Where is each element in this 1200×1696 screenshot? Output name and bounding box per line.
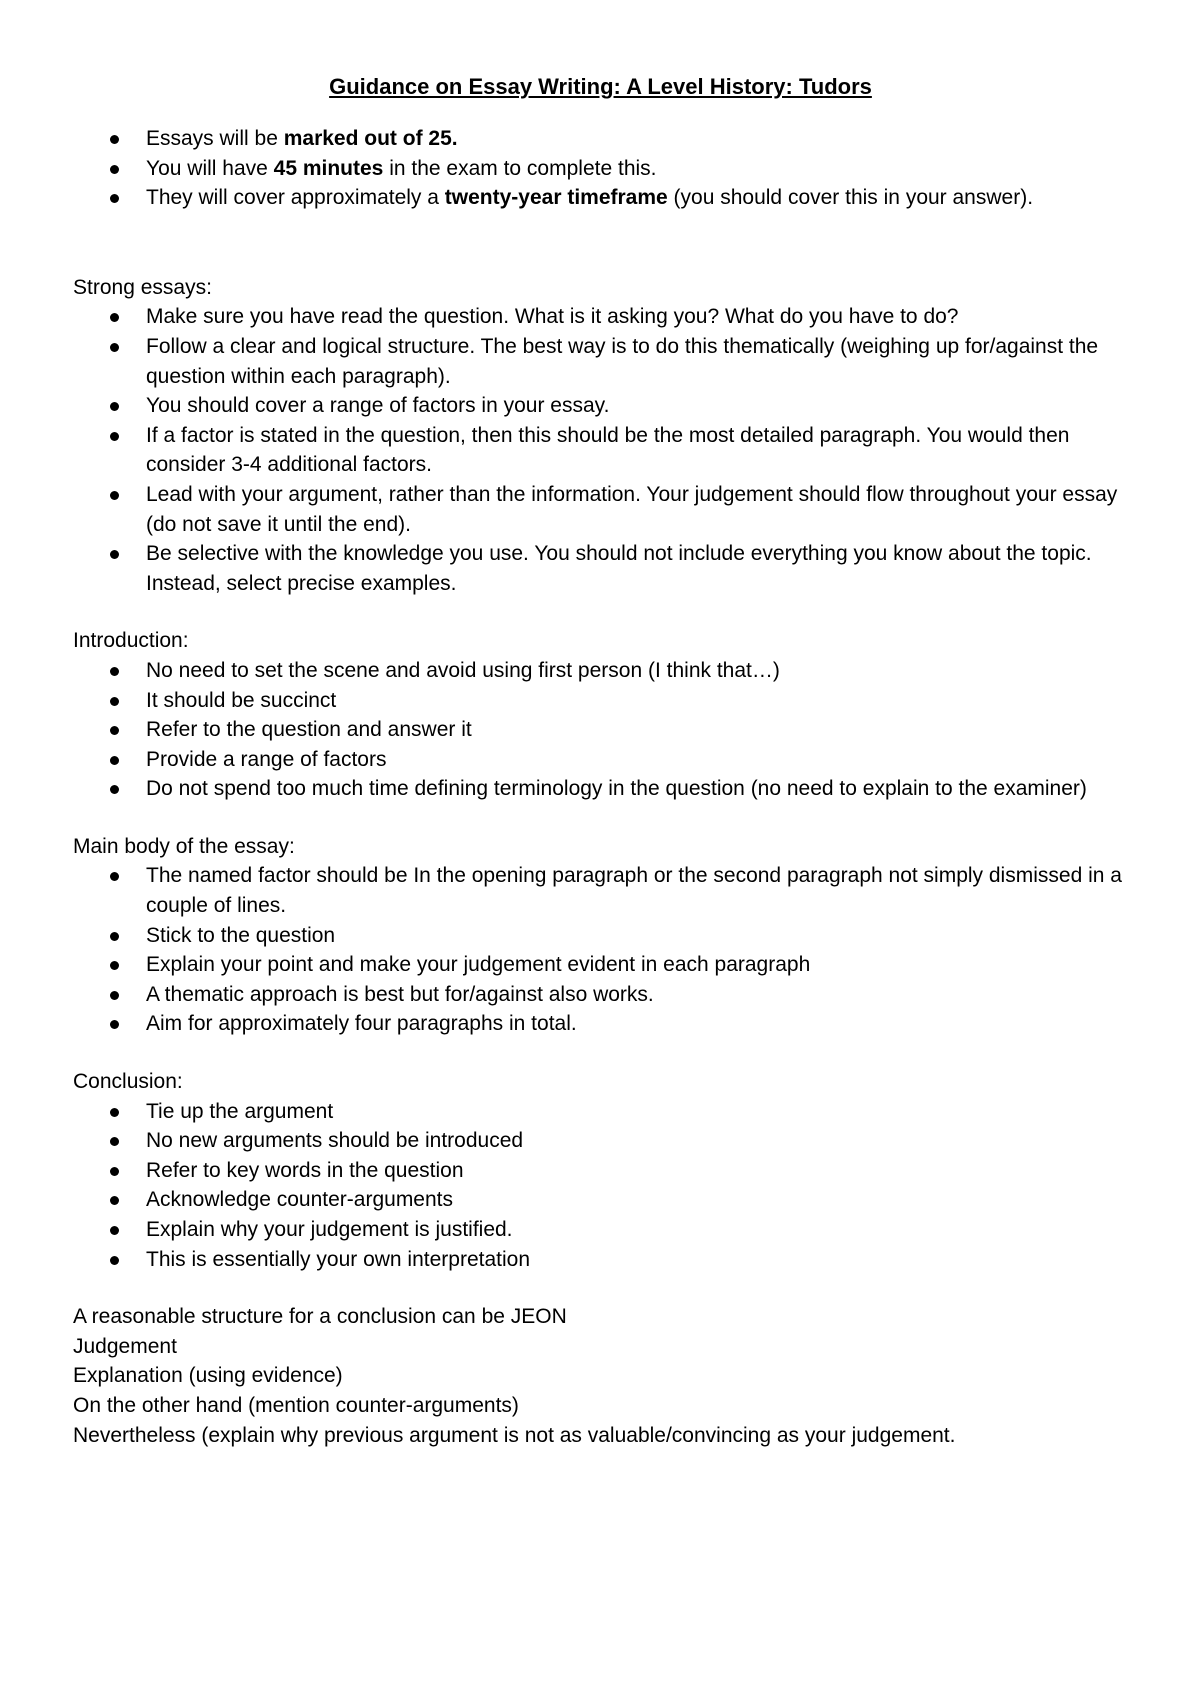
bullet-icon xyxy=(110,1167,119,1176)
jeon-explanation-line: Explanation (using evidence) xyxy=(73,1364,343,1388)
intro-bullet-item: Essays will be marked out of 25. xyxy=(73,124,1128,154)
list-item: Provide a range of factors xyxy=(73,745,1128,775)
list-item: Explain your point and make your judgement evident in each paragraph xyxy=(73,950,1128,980)
bullet-icon xyxy=(110,343,119,352)
list-item: Lead with your argument, rather than the information. Your judgement should flow throughout your essay (do not save it until the end). xyxy=(73,480,1128,539)
bullet-icon xyxy=(110,991,119,1000)
jeon-structure xyxy=(73,1302,1128,1450)
list-item: Stick to the question xyxy=(73,921,1128,951)
bullet-icon xyxy=(110,550,119,559)
bullet-icon xyxy=(110,402,119,411)
bullet-icon xyxy=(110,432,119,441)
list-item: Refer to the question and answer it xyxy=(73,715,1128,745)
intro-bullet-item: You will have 45 minutes in the exam to complete this. xyxy=(73,154,1128,184)
introduction-list xyxy=(73,656,1128,804)
list-item: No new arguments should be introduced xyxy=(73,1126,1128,1156)
bullet-icon xyxy=(110,194,119,203)
list-item: Acknowledge counter-arguments xyxy=(73,1185,1128,1215)
strong-essays-list xyxy=(73,302,1128,598)
bullet-icon xyxy=(110,872,119,881)
bullet-icon xyxy=(110,961,119,970)
bullet-icon xyxy=(110,165,119,174)
bullet-icon xyxy=(110,697,119,706)
intro-bullet-item: They will cover approximately a twenty-year timeframe (you should cover this in your answer). xyxy=(73,183,1128,213)
jeon-other-hand-line: On the other hand (mention counter-arguments) xyxy=(73,1393,519,1417)
list-item: If a factor is stated in the question, then this should be the most detailed paragraph. You would then consider 3-4 additional factors. xyxy=(73,421,1128,480)
list-item: No need to set the scene and avoid using first person (I think that…) xyxy=(73,656,1128,686)
jeon-judgement-line: Judgement xyxy=(73,1334,177,1358)
bullet-icon xyxy=(110,726,119,735)
bullet-icon xyxy=(110,1020,119,1029)
bullet-icon xyxy=(110,785,119,794)
list-item: A thematic approach is best but for/against also works. xyxy=(73,980,1128,1010)
list-item: Refer to key words in the question xyxy=(73,1156,1128,1186)
bullet-icon xyxy=(110,756,119,765)
list-item: Be selective with the knowledge you use. You should not include everything you know about the topic. Instead, select precise examples. xyxy=(73,539,1128,598)
jeon-intro-line: A reasonable structure for a conclusion can be JEON xyxy=(73,1305,567,1329)
main-body-list xyxy=(73,861,1128,1039)
bullet-icon xyxy=(110,313,119,322)
jeon-nevertheless-line: Nevertheless (explain why previous argument is not as valuable/convincing as your judgement. xyxy=(73,1423,956,1447)
list-item: Make sure you have read the question. What is it asking you? What do you have to do? xyxy=(73,302,1128,332)
list-item: It should be succinct xyxy=(73,686,1128,716)
list-item: Do not spend too much time defining terminology in the question (no need to explain to the examiner) xyxy=(73,774,1128,804)
intro-bullet-list xyxy=(73,124,1128,213)
bullet-icon xyxy=(110,667,119,676)
bullet-icon xyxy=(110,1196,119,1205)
bullet-icon xyxy=(110,932,119,941)
list-item: You should cover a range of factors in your essay. xyxy=(73,391,1128,421)
section-heading-strong-essays: Strong essays: xyxy=(73,275,212,299)
list-item: Aim for approximately four paragraphs in total. xyxy=(73,1009,1128,1039)
list-item: The named factor should be In the opening paragraph or the second paragraph not simply dismissed in a couple of lines. xyxy=(73,861,1128,920)
section-heading-main-body: Main body of the essay: xyxy=(73,834,295,858)
bullet-icon xyxy=(110,1137,119,1146)
bullet-icon xyxy=(110,491,119,500)
list-item: Tie up the argument xyxy=(73,1097,1128,1127)
list-item: Explain why your judgement is justified. xyxy=(73,1215,1128,1245)
bullet-icon xyxy=(110,135,119,144)
section-heading-introduction: Introduction: xyxy=(73,629,189,653)
conclusion-list xyxy=(73,1097,1128,1275)
section-heading-conclusion: Conclusion: xyxy=(73,1070,183,1094)
bullet-icon xyxy=(110,1108,119,1117)
bullet-icon xyxy=(110,1256,119,1265)
list-item: This is essentially your own interpretation xyxy=(73,1245,1128,1275)
bullet-icon xyxy=(110,1226,119,1235)
document-title: Guidance on Essay Writing: A Level History: Tudors xyxy=(329,74,872,99)
list-item: Follow a clear and logical structure. The best way is to do this thematically (weighing up for/against the question within each paragraph). xyxy=(73,332,1128,391)
